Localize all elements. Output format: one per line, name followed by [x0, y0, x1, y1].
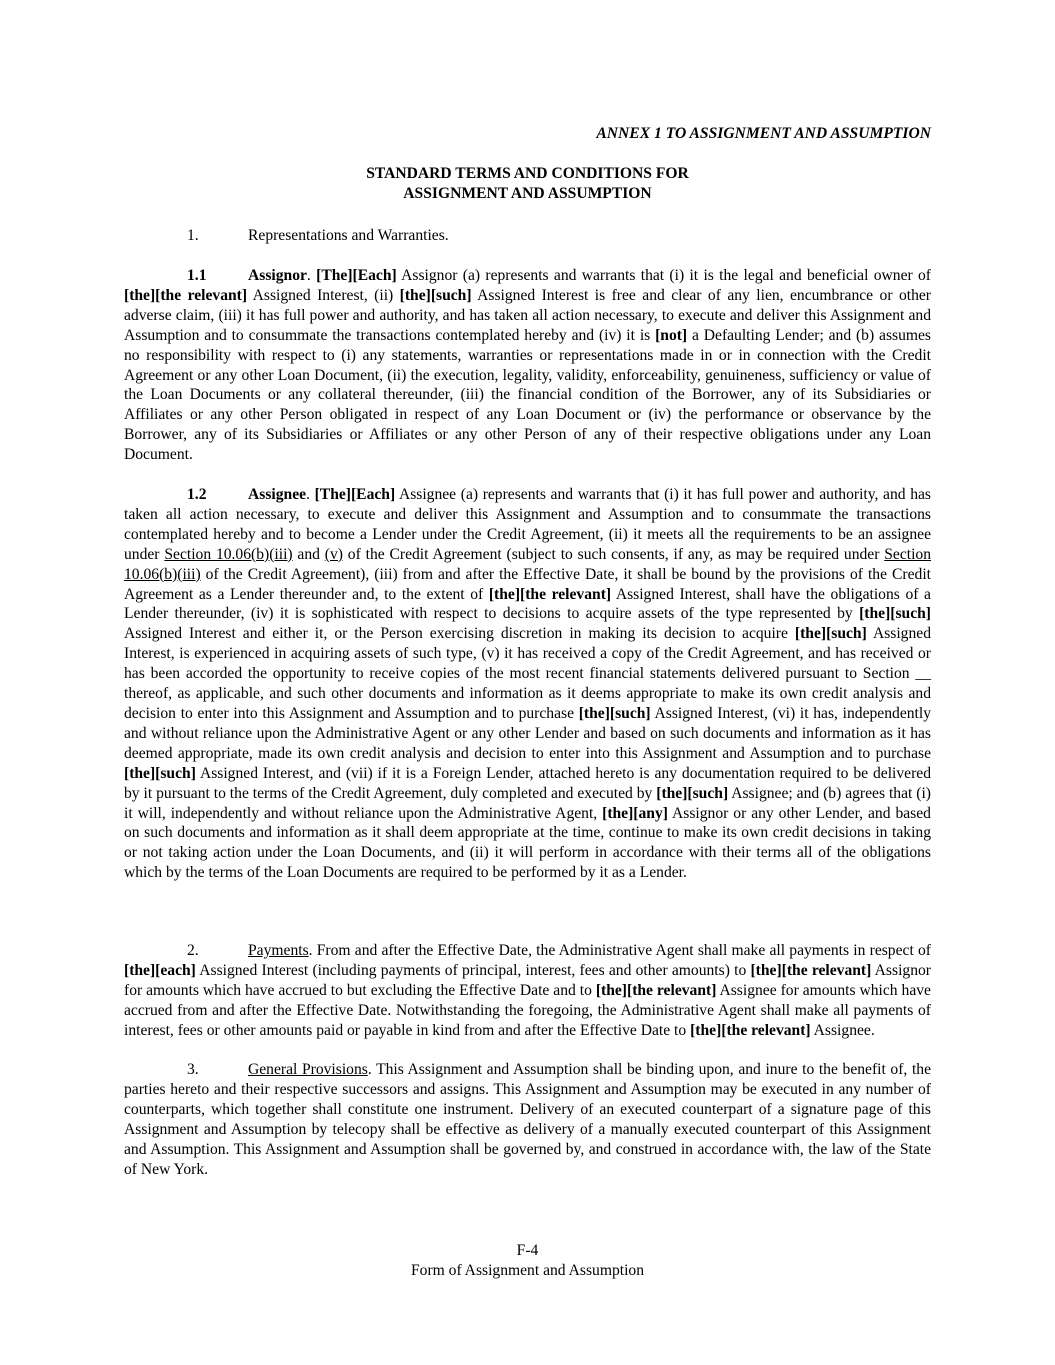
title-line-2: ASSIGNMENT AND ASSUMPTION: [403, 184, 652, 202]
section-number: 1.1: [187, 267, 207, 284]
body-text: Assigned Interest and either it, or the Person exercising discretion in making its decision to acquire: [124, 625, 795, 643]
bracket-term: [the][such]: [578, 704, 651, 722]
page-footer: [124, 1241, 931, 1281]
page-title: [124, 164, 931, 204]
bracket-term: [the][such]: [124, 764, 196, 782]
section-3: [124, 1060, 931, 1179]
bracket-term: [the][such]: [794, 625, 867, 643]
body-text: of the Credit Agreement), (iii) from and after the Effective Date, it shall be bound by the provisions of the Credit Agreement as a Lender thereunder and, to the extent of: [124, 565, 931, 603]
section-label: Assignee: [248, 486, 307, 503]
bracket-term: [the][such]: [399, 286, 472, 304]
section-label: Assignor: [248, 267, 307, 284]
page-number: F-4: [516, 1242, 539, 1259]
bracket-term: [the][the relevant]: [750, 961, 872, 979]
body-text: Assigned Interest, shall have the obligations of a Lender thereunder, (iv) it is sophisticated with respect to decisions to acquire assets of the type represented by: [124, 585, 931, 623]
section-number: 3.: [187, 1061, 199, 1078]
section-1-heading: [187, 226, 449, 246]
body-text: Assignor or any other Lender, and based on such documents and information as it shall deem appropriate at the time, continue to make its own credit decisions in taking or not taking action under the Loan Documents, and (ii) it will perform in accordance with their terms all of the obligations which by the terms of the Loan Documents are required to be performed by it as a Lender.: [124, 804, 931, 882]
bracket-term: [not]: [655, 326, 688, 344]
body-text: . From and after the Effective Date, the Administrative Agent shall make all payments in respect of: [308, 942, 931, 959]
body-text: Assignor (a) represents and warrants that (i) it is the legal and beneficial owner of: [396, 267, 932, 284]
body-text: of the Credit Agreement (subject to such consents, if any, as may be required under: [342, 545, 885, 563]
bracket-term: [the][such]: [656, 784, 729, 802]
title-line-1: STANDARD TERMS AND CONDITIONS FOR: [366, 165, 689, 182]
body-text: Assignee (a) represents and warrants that (i) it has full power and authority, and has taken all action necessary, to execute and deliver this Assignment and Assumption and to consummate the transactions contemplated hereby and to become a Lender under the Credit Agreement, (ii) it meets all the requirements to be an assignee under: [124, 486, 932, 563]
section-reference: Section 10.06(b)(iii): [164, 545, 293, 563]
body-text: . This Assignment and Assumption shall be binding upon, and inure to the benefit of, the parties hereto and their respective successors and assigns. This Assignment and Assumption may be executed in any number of counterparts, which together shall constitute one instrument. Delivery of an executed counterpart of a signature page of this Assignment and Assumption by telecopy shall be effective as delivery of a manually executed counterpart of this Assignment and Assumption. This Assignment and Assumption shall be governed by, and construed in accordance with, the law of the State of New York.: [124, 1061, 931, 1178]
section-heading-text: Representations and Warranties.: [248, 227, 449, 244]
body-text: Assignor for amounts which have accrued to but excluding the Effective Date and to: [124, 961, 931, 999]
bracket-term: [The][Each]: [316, 267, 397, 284]
bracket-term: [the][such]: [859, 605, 931, 623]
body-text: Assigned Interest, and (vii) if it is a Foreign Lender, attached hereto is any documentation required to be delivered by it pursuant to the terms of the Credit Agreement, duly completed and executed by: [124, 764, 931, 802]
section-reference: (v): [324, 545, 343, 563]
body-text: Assignee.: [810, 1021, 875, 1039]
section-1-1: 1.1 Assignor. [The][Each] Assignor (a) represents and warrants that (i) it is the legal and beneficial owner of [the][the relevant] Assigned Interest, (ii) [the][such] Assigned Interest is free and clear of any lien, encumbrance or other adverse claim, (iii) it has full power and authority, and has taken all action necessary, to execute and deliver this Assignment and Assumption and to consummate the transactions contemplated hereby and (iv) it is [not] a Defaulting Lender; and (b) assumes no responsibility with respect to (i) any statements, warranties or representations made in or in connection with the Credit Agreement or any other Loan Document, (ii) the execution, legality, validity, enforceability, genuineness, sufficiency or value of the Loan Documents or any collateral thereunder, (iii) the financial condition of the Borrower, any of its Subsidiaries or Affiliates or any other Person obligated in respect of any Loan Document or (iv) the performance or observance by the Borrower, any of its Subsidiaries or Affiliates or any other Person of any of their respective obligations under any Loan Document.: [124, 267, 932, 464]
body-text: Assignee; and (b) agrees that (i) it will, independently and without reliance upon the Administrative Agent,: [124, 784, 931, 822]
bracket-term: [the][the relevant]: [595, 981, 717, 999]
section-number: 1.: [187, 227, 199, 244]
bracket-term: [The][Each]: [314, 486, 396, 503]
annex-header: ANNEX 1 TO ASSIGNMENT AND ASSUMPTION: [596, 125, 931, 142]
bracket-term: [the][the relevant]: [690, 1021, 811, 1039]
bracket-term: [the][the relevant]: [488, 585, 612, 603]
section-label: Payments: [248, 942, 309, 959]
section-number: 2.: [187, 942, 199, 959]
section-2: [124, 941, 931, 1041]
body-text: Assigned Interest, is experienced in acquiring assets of such type, (v) it has received a copy of the Credit Agreement, and has received or has been accorded the opportunity to receive copies of the most recent financial statements delivered pursuant to Section __ thereof, as applicable, and such other documents and information as it deems appropriate to make its own credit analysis and decision to enter into this Assignment and Assumption and to purchase: [124, 625, 931, 722]
body-text: and: [292, 545, 325, 563]
bracket-term: [the][each]: [124, 961, 196, 979]
section-1-2: 1.2 Assignee. [The][Each] Assignee (a) represents and warrants that (i) it has full power and authority, and has taken all action necessary, to execute and deliver this Assignment and Assumption and to consummate the transactions contemplated hereby and to become a Lender under the Credit Agreement, (ii) it meets all the requirements to be an assignee under Section 10.06(b)(iii) and (v) of the Credit Agreement (subject to such consents, if any, as may be required under Section 10.06(b)(iii) of the Credit Agreement), (iii) from and after the Effective Date, it shall be bound by the provisions of the Credit Agreement as a Lender thereunder and, to the extent of [the][the relevant] Assigned Interest, shall have the obligations of a Lender thereunder, (iv) it is sophisticated with respect to decisions to acquire assets of the type represented by [the][such] Assigned Interest and either it, or the Person exercising discretion in making its decision to acquire [the][such] Assigned Interest, is experienced in acquiring assets of such type, (v) it has received a copy of the Credit Agreement, and has received or has been accorded the opportunity to receive copies of the most recent financial statements delivered pursuant to Section __ thereof, as applicable, and such other documents and information as it deems appropriate to make its own credit analysis and decision to enter into this Assignment and Assumption and to purchase [the][such] Assigned Interest, (vi) it has, independently and without reliance upon the Administrative Agent or any other Lender and based on such documents and information as it has deemed appropriate, made its own credit analysis and decision to enter into this Assignment and Assumption and to purchase [the][such] Assigned Interest, and (vii) if it is a Foreign Lender, attached hereto is any documentation required to be delivered by it pursuant to the terms of the Credit Agreement, duly completed and executed by [the][such] Assignee; and (b) agrees that (i) it will, independently and without reliance upon the Administrative Agent, [the][any] Assignor or any other Lender, and based on such documents and information as it shall deem appropriate at the time, continue to make its own credit decisions in taking or not taking action under the Loan Documents, and (ii) it will perform in accordance with their terms all of the obligations which by the terms of the Loan Documents are required to be performed by it as a Lender.: [124, 486, 932, 882]
section-label: General Provisions: [248, 1061, 368, 1078]
section-number: 1.2: [187, 486, 207, 503]
body-text: Assignee for amounts which have accrued from and after the Effective Date. Notwithstanding the foregoing, the Administrative Agent shall make all payments of interest, fees or other amounts paid or payable in kind from and after the Effective Date to: [124, 981, 931, 1039]
body-text: Assigned Interest (including payments of principal, interest, fees and other amounts) to: [195, 961, 751, 979]
bracket-term: [the][any]: [602, 804, 668, 822]
body-text: Assigned Interest is free and clear of any lien, encumbrance or other adverse claim, (iii) it has full power and authority, and has taken all action necessary, to execute and deliver this Assignment and Assumption and to consummate the transactions contemplated hereby and (iv) it is: [124, 286, 931, 344]
section-reference: Section 10.06(b)(iii): [124, 545, 932, 583]
footer-caption: Form of Assignment and Assumption: [410, 1262, 645, 1279]
body-text: Assigned Interest, (ii): [247, 286, 400, 304]
body-text: Assigned Interest, (vi) it has, independently and without reliance upon the Administrative Agent or any other Lender and based on such documents and information as it has deemed appropriate, made its own credit analysis and decision to enter into this Assignment and Assumption and to purchase: [124, 704, 931, 762]
body-text: a Defaulting Lender; and (b) assumes no responsibility with respect to (i) any statements, warranties or representations made in or in connection with the Credit Agreement or any other Loan Document, (ii) the execution, legality, validity, enforceability, genuineness, sufficiency or value of the Loan Documents or any collateral thereunder, (iii) the financial condition of the Borrower, any of its Subsidiaries or Affiliates or any other Person obligated in respect of any Loan Document or (iv) the performance or observance by the Borrower, any of its Subsidiaries or Affiliates or any other Person of any of their respective obligations under any Loan Document.: [124, 326, 931, 464]
bracket-term: [the][the relevant]: [124, 286, 248, 304]
